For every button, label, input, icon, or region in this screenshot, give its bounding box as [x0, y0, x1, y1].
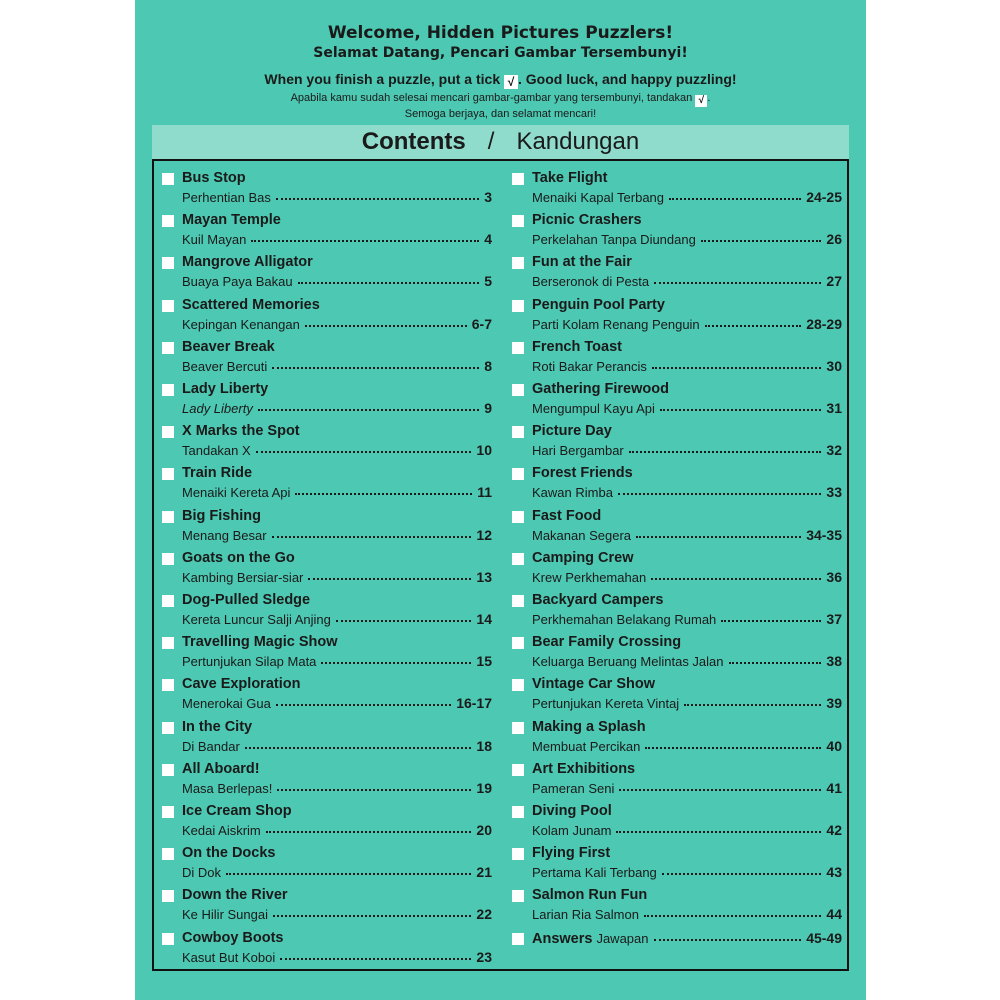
- entry-title-ms: Kuil Mayan: [182, 232, 247, 248]
- instruction-ms: [135, 91, 866, 107]
- dot-leader: [629, 451, 822, 453]
- entry-title-ms: Parti Kolam Renang Penguin: [532, 316, 700, 332]
- contents-entry-row: [182, 188, 492, 207]
- entry-page-number: 23: [476, 948, 492, 965]
- tick-checkbox[interactable]: [512, 215, 524, 227]
- entry-title-ms: Masa Berlepas!: [182, 780, 273, 796]
- entry-page-number: 19: [476, 779, 492, 796]
- contents-entry-row: [532, 929, 842, 948]
- entry-title-en: Picnic Crashers: [532, 212, 642, 229]
- entry-page-number: 31: [826, 400, 842, 416]
- contents-entry-row: [532, 230, 842, 249]
- entry-page-number: 43: [826, 864, 842, 881]
- entry-title-en: Salmon Run Fun: [532, 887, 648, 904]
- contents-entry-row: [532, 863, 842, 882]
- instruction-en-text-b: . Good luck, and happy puzzling!: [518, 71, 737, 87]
- tick-checkbox[interactable]: [162, 468, 174, 480]
- dot-leader: [256, 451, 472, 453]
- dot-leader: [308, 578, 471, 580]
- entry-title-ms: Krew Perkhemahan: [532, 569, 647, 585]
- contents-entry-row: [532, 272, 842, 291]
- welcome-header: [135, 22, 866, 121]
- entry-page-number: 30: [826, 357, 842, 374]
- contents-entry: [512, 802, 842, 842]
- tick-checkbox[interactable]: [512, 679, 524, 691]
- contents-entry: [162, 253, 492, 293]
- tick-checkbox[interactable]: [162, 595, 174, 607]
- entry-title-en: Goats on the Go: [182, 549, 295, 566]
- dot-leader: [280, 958, 471, 960]
- entry-title-ms: Perhentian Bas: [182, 190, 271, 205]
- contents-entry-row: [182, 905, 492, 924]
- entry-title-ms: Menaiki Kereta Api: [182, 485, 291, 501]
- contents-entry-row: [182, 526, 492, 545]
- contents-entry-row: [182, 652, 492, 671]
- contents-entry: [162, 633, 492, 673]
- tick-checkbox[interactable]: [162, 637, 174, 649]
- entry-title-en: Bear Family Crossing: [532, 634, 682, 651]
- contents-entry: [512, 253, 842, 293]
- dot-leader: [266, 831, 472, 833]
- contents-entry: [162, 169, 492, 209]
- dot-leader: [660, 409, 822, 411]
- contents-entry: [162, 549, 492, 589]
- tick-checkbox[interactable]: [512, 806, 524, 818]
- entry-page-number: 4: [484, 231, 492, 248]
- contents-entry-row: [532, 652, 842, 671]
- contents-entry: [162, 507, 492, 547]
- tick-checkbox[interactable]: [512, 300, 524, 312]
- contents-entry: [162, 296, 492, 336]
- entry-page-number: 11: [477, 484, 492, 501]
- contents-entry: [162, 464, 492, 504]
- entry-title-ms: Menang Besar: [182, 527, 267, 543]
- contents-entry: [512, 507, 842, 547]
- entry-title-ms: Kasut But Koboi: [182, 949, 276, 965]
- dot-leader: [654, 282, 821, 284]
- tick-checkbox[interactable]: [512, 553, 524, 565]
- contents-entry: [512, 338, 842, 378]
- contents-entry-row: [182, 483, 492, 502]
- entry-title-ms: Di Dok: [182, 865, 222, 881]
- tick-checkbox[interactable]: [512, 511, 524, 523]
- entry-title-en: Forest Friends: [532, 465, 633, 482]
- dot-leader: [618, 493, 821, 495]
- entry-page-number: 10: [476, 442, 492, 459]
- entry-title-en: Big Fishing: [182, 507, 261, 524]
- instruction-ms-text-a: Apabila kamu sudah selesai mencari gambar-gambar yang tersembunyi, tandakan: [290, 92, 693, 104]
- contents-entry-row: [182, 863, 492, 882]
- entry-title-ms: Kambing Bersiar-siar: [182, 569, 304, 585]
- tick-checkbox[interactable]: [162, 257, 174, 269]
- tick-checkbox[interactable]: [512, 384, 524, 396]
- dot-leader: [272, 536, 472, 538]
- entry-title-ms: Lady Liberty: [182, 401, 253, 416]
- dot-leader: [652, 367, 822, 369]
- entry-title-ms: Menaiki Kapal Terbang: [532, 190, 665, 205]
- dot-leader: [321, 662, 471, 664]
- contents-entry-row: [182, 568, 492, 587]
- contents-entry: [162, 886, 492, 926]
- entry-title-en: Travelling Magic Show: [182, 634, 338, 651]
- entry-title-ms: Kedai Aiskrim: [182, 823, 261, 838]
- entry-page-number: 42: [826, 822, 842, 838]
- tick-checkbox[interactable]: [162, 722, 174, 734]
- entry-title-en: Scattered Memories: [182, 296, 320, 313]
- entry-page-number: 26: [826, 231, 842, 248]
- welcome-title-en: Welcome, Hidden Pictures Puzzlers!: [327, 23, 674, 43]
- contents-entry-row: [532, 694, 842, 713]
- tick-checkbox[interactable]: [512, 468, 524, 480]
- welcome-title-ms: Selamat Datang, Pencari Gambar Tersembunyi!: [313, 45, 688, 61]
- entry-page-number: 13: [476, 568, 492, 585]
- dot-leader: [705, 325, 802, 327]
- contents-entry: [512, 422, 842, 462]
- dot-leader: [684, 704, 821, 706]
- entry-page-number: 5: [484, 273, 492, 290]
- entry-title-en: French Toast: [532, 338, 622, 355]
- contents-entry-row: [182, 441, 492, 460]
- contents-entry: [162, 844, 492, 884]
- contents-entry-row: [182, 272, 492, 291]
- entry-title-ms: Menerokai Gua: [182, 696, 271, 712]
- contents-entry: [512, 464, 842, 504]
- contents-entry: [162, 929, 492, 969]
- tick-checkbox[interactable]: [162, 342, 174, 354]
- entry-title-ms: Kereta Luncur Salji Anjing: [182, 612, 331, 627]
- entry-page-number: 37: [826, 611, 842, 627]
- tick-checkbox[interactable]: [162, 511, 174, 523]
- entry-title-ms: Kawan Rimba: [532, 485, 613, 501]
- tick-checkbox[interactable]: [162, 848, 174, 860]
- entry-title-en: Backyard Campers: [532, 592, 664, 608]
- contents-entry-row: [532, 737, 842, 756]
- entry-title-ms: Pameran Seni: [532, 780, 615, 796]
- entry-title-en: Penguin Pool Party: [532, 296, 665, 313]
- entry-title-en: Beaver Break: [182, 338, 275, 355]
- tick-checkbox[interactable]: [162, 384, 174, 396]
- entry-title-en: Picture Day: [532, 423, 612, 440]
- dot-leader: [258, 409, 479, 411]
- entry-page-number: 40: [826, 737, 842, 754]
- entry-title-ms: Perkelahan Tanpa Diundang: [532, 232, 696, 248]
- tick-checkbox[interactable]: [512, 426, 524, 438]
- contents-title-ms: Kandungan: [516, 128, 640, 155]
- contents-page: [135, 0, 866, 1000]
- entry-title-ms: Membuat Percikan: [532, 738, 641, 754]
- tick-checkbox[interactable]: [162, 806, 174, 818]
- tick-checkbox[interactable]: [162, 679, 174, 691]
- entry-page-number: 44: [826, 906, 842, 923]
- entry-title-en: Mayan Temple: [182, 212, 281, 229]
- entry-page-number: 21: [476, 864, 492, 881]
- contents-entry: [512, 633, 842, 673]
- entry-page-number: 33: [826, 484, 842, 501]
- entry-title-en: Fast Food: [532, 507, 602, 524]
- dot-leader: [226, 873, 471, 875]
- contents-entry: [512, 886, 842, 926]
- contents-entry-row: [182, 694, 492, 713]
- entry-title-en: Bus Stop: [182, 170, 246, 186]
- entry-page-number: 8: [484, 357, 492, 374]
- contents-entry: [512, 296, 842, 336]
- contents-entry-row: [532, 315, 842, 334]
- entry-title-ms: Buaya Paya Bakau: [182, 274, 293, 290]
- entry-title-en: Train Ride: [182, 465, 253, 482]
- entry-title-en: Dog-Pulled Sledge: [182, 592, 311, 608]
- entry-page-number: 22: [476, 906, 492, 923]
- tick-checkbox[interactable]: [512, 257, 524, 269]
- dot-leader: [654, 939, 802, 941]
- entry-page-number: 15: [476, 653, 492, 670]
- entry-page-number: 38: [826, 653, 842, 670]
- dot-leader: [669, 198, 801, 200]
- tick-checkbox[interactable]: [512, 764, 524, 776]
- dot-leader: [298, 282, 480, 284]
- contents-entry-row: [182, 821, 492, 840]
- contents-entry: [512, 591, 842, 631]
- tick-checkbox[interactable]: [162, 553, 174, 565]
- entry-title-ms: Makanan Segera: [532, 527, 632, 543]
- dot-leader: [251, 240, 479, 242]
- dot-leader: [245, 747, 472, 749]
- contents-entry-row: [182, 610, 492, 629]
- entry-title-en: Cave Exploration: [182, 676, 301, 693]
- entry-title-ms: Keluarga Beruang Melintas Jalan: [532, 654, 724, 670]
- contents-entry-row: [532, 441, 842, 460]
- contents-entry-row: [182, 948, 492, 967]
- tick-checkbox[interactable]: [162, 215, 174, 227]
- entry-title-en: Flying First: [532, 845, 611, 862]
- entry-page-number: 20: [476, 822, 492, 838]
- tick-checkbox[interactable]: [512, 848, 524, 860]
- contents-entry: [512, 675, 842, 715]
- entry-title-ms: Larian Ria Salmon: [532, 907, 639, 923]
- contents-entry-row: [182, 315, 492, 334]
- entry-title-en: All Aboard!: [182, 760, 260, 777]
- contents-title-band: [152, 125, 849, 159]
- entry-title-ms: Di Bandar: [182, 738, 240, 754]
- contents-entry-row: [182, 357, 492, 376]
- entry-title-en: Gathering Firewood: [532, 381, 669, 397]
- entry-title-en: Diving Pool: [532, 803, 612, 819]
- entry-title-ms: Kepingan Kenangan: [182, 316, 300, 332]
- contents-frame: [152, 159, 849, 971]
- dot-leader: [273, 915, 471, 917]
- contents-entry: [162, 422, 492, 462]
- entry-title-en: Camping Crew: [532, 549, 634, 566]
- contents-title-separator: /: [487, 128, 495, 155]
- contents-entry: [162, 718, 492, 758]
- contents-entry: [162, 675, 492, 715]
- contents-entry-row: [532, 779, 842, 798]
- contents-entry: [162, 760, 492, 800]
- entry-page-number: 24-25: [806, 189, 842, 205]
- dot-leader: [336, 620, 472, 622]
- entry-title-en: Lady Liberty: [182, 381, 269, 397]
- contents-title-en: Contents: [361, 128, 466, 155]
- instruction-ms-closing: Semoga berjaya, dan selamat mencari!: [404, 108, 597, 120]
- dot-leader: [651, 578, 821, 580]
- entry-page-number: 16-17: [456, 695, 492, 712]
- tick-checkbox[interactable]: [162, 300, 174, 312]
- tick-checkbox[interactable]: [512, 342, 524, 354]
- dot-leader: [619, 789, 821, 791]
- entry-title-en: Down the River: [182, 887, 288, 904]
- contents-entry-row: [532, 905, 842, 924]
- entry-page-number: 18: [476, 737, 492, 754]
- entry-title-ms: Tandakan X: [182, 443, 251, 459]
- dot-leader: [295, 493, 472, 495]
- dot-leader: [305, 325, 467, 327]
- contents-entry-row: [532, 568, 842, 587]
- contents-entry: [512, 211, 842, 251]
- entry-title-en: X Marks the Spot: [182, 423, 300, 440]
- entry-page-number: 28-29: [806, 315, 842, 332]
- entry-title-ms: Beaver Bercuti: [182, 358, 268, 374]
- entry-title-en: Cowboy Boots: [182, 929, 284, 946]
- entry-title-ms: Pertama Kali Terbang: [532, 865, 657, 881]
- dot-leader: [662, 873, 822, 875]
- tick-checkbox[interactable]: [512, 890, 524, 902]
- entry-title-ms: Jawapan: [596, 930, 649, 946]
- entry-page-number: 34-35: [806, 526, 842, 543]
- entry-page-number: 39: [826, 695, 842, 712]
- contents-entry: [162, 591, 492, 631]
- contents-entry: [512, 760, 842, 800]
- entry-page-number: 41: [826, 779, 842, 796]
- dot-leader: [721, 620, 821, 622]
- dot-leader: [277, 789, 471, 791]
- contents-entry: [162, 338, 492, 378]
- tick-checkbox[interactable]: [162, 426, 174, 438]
- instruction-ms-text-b: .: [707, 92, 711, 104]
- entry-page-number: 27: [826, 273, 842, 290]
- contents-entry-row: [182, 779, 492, 798]
- entry-title-ms: Roti Bakar Perancis: [532, 358, 647, 374]
- dot-leader: [616, 831, 821, 833]
- tick-checkbox[interactable]: [512, 595, 524, 607]
- dot-leader: [701, 240, 822, 242]
- contents-entry-row: [532, 188, 842, 207]
- entry-title-en: Fun at the Fair: [532, 254, 632, 271]
- contents-entry: [512, 549, 842, 589]
- tick-box-icon: √: [504, 75, 518, 89]
- entry-title-ms: Pertunjukan Kereta Vintaj: [532, 696, 680, 712]
- contents-entry-row: [532, 610, 842, 629]
- entry-title-en: Answers: [532, 930, 593, 947]
- contents-entry-row: [532, 483, 842, 502]
- dot-leader: [276, 198, 479, 200]
- contents-entry-row: [532, 526, 842, 545]
- contents-entry: [512, 844, 842, 884]
- entry-title-en: In the City: [182, 718, 253, 735]
- tick-checkbox[interactable]: [512, 933, 524, 945]
- tick-checkbox[interactable]: [512, 637, 524, 649]
- contents-entry-row: [532, 357, 842, 376]
- contents-entry-row: [182, 737, 492, 756]
- tick-checkbox[interactable]: [162, 933, 174, 945]
- entry-title-ms: Perkhemahan Belakang Rumah: [532, 612, 717, 627]
- entry-title-en: Ice Cream Shop: [182, 803, 292, 819]
- contents-entry: [512, 169, 842, 209]
- dot-leader: [644, 915, 821, 917]
- entry-page-number: 14: [476, 611, 492, 627]
- contents-entry-row: [182, 230, 492, 249]
- contents-entry-row: [532, 399, 842, 418]
- instruction-en: [135, 69, 866, 89]
- entry-page-number: 3: [484, 189, 492, 205]
- dot-leader: [636, 536, 801, 538]
- tick-checkbox[interactable]: [512, 722, 524, 734]
- entry-page-number: 12: [476, 526, 492, 543]
- dot-leader: [729, 662, 822, 664]
- tick-checkbox[interactable]: [512, 173, 524, 185]
- contents-entry: [512, 929, 842, 969]
- entry-title-en: On the Docks: [182, 845, 276, 862]
- tick-checkbox[interactable]: [162, 173, 174, 185]
- tick-checkbox[interactable]: [162, 764, 174, 776]
- entry-page-number: 32: [826, 442, 842, 459]
- entry-page-number: 36: [826, 568, 842, 585]
- entry-page-number: 6-7: [471, 315, 492, 332]
- dot-leader: [645, 747, 821, 749]
- entry-title-ms: Kolam Junam: [532, 823, 612, 838]
- entry-page-number: 9: [484, 400, 492, 416]
- instruction-en-text-a: When you finish a puzzle, put a tick: [264, 71, 501, 87]
- entry-title-en: Art Exhibitions: [532, 760, 636, 777]
- dot-leader: [272, 367, 479, 369]
- entry-title-ms: Pertunjukan Silap Mata: [182, 654, 317, 670]
- entry-page-number: 45-49: [806, 929, 842, 946]
- entry-title-ms: Berseronok di Pesta: [532, 274, 650, 290]
- contents-entry: [162, 802, 492, 842]
- tick-box-icon: √: [695, 95, 707, 107]
- tick-checkbox[interactable]: [162, 890, 174, 902]
- entry-title-ms: Hari Bergambar: [532, 443, 624, 459]
- contents-entry: [162, 380, 492, 420]
- entry-title-en: Vintage Car Show: [532, 676, 656, 693]
- contents-entry: [512, 718, 842, 758]
- entry-title-ms: Ke Hilir Sungai: [182, 907, 268, 923]
- contents-entry-row: [532, 821, 842, 840]
- entry-title-en: Take Flight: [532, 170, 608, 186]
- dot-leader: [276, 704, 451, 706]
- contents-entry-row: [182, 399, 492, 418]
- contents-entry: [162, 211, 492, 251]
- entry-title-ms: Mengumpul Kayu Api: [532, 401, 655, 416]
- entry-title-en: Making a Splash: [532, 718, 646, 735]
- entry-title-en: Mangrove Alligator: [182, 254, 313, 271]
- contents-entry: [512, 380, 842, 420]
